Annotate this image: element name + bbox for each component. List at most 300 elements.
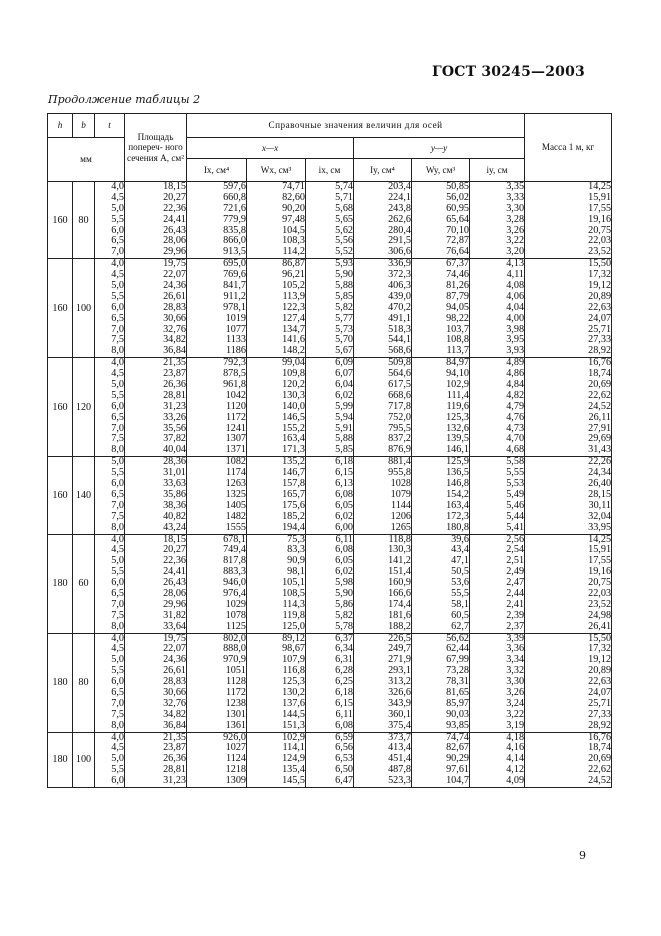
value-radius-x: 6,07 <box>335 368 353 380</box>
header-axis-y: y—y <box>354 138 525 159</box>
value-inertia-x: 1186 <box>226 345 246 357</box>
cell-radius-y <box>470 633 525 732</box>
value-radius-y: 5,46 <box>506 499 525 511</box>
value-inertia-x: 1077 <box>225 323 246 335</box>
value-area: 35,86 <box>163 488 186 500</box>
value-section-modulus-y: 39,6 <box>451 533 469 545</box>
value-thickness: 6,5 <box>111 488 124 500</box>
value-section-modulus-y: 98,22 <box>446 312 469 324</box>
value-section-modulus-y: 50,85 <box>446 181 469 192</box>
value-mass: 28,92 <box>588 345 612 357</box>
value-inertia-x: 695,0 <box>223 258 246 270</box>
value-area: 23,87 <box>163 368 186 380</box>
value-section-modulus-x: 185,2 <box>282 510 305 522</box>
header-units-mm: мм <box>48 138 125 182</box>
value-section-modulus-x: 119,8 <box>282 609 305 621</box>
value-mass: 20,75 <box>588 224 612 236</box>
value-inertia-x: 888,0 <box>223 643 246 655</box>
value-radius-y: 5,55 <box>506 467 525 479</box>
value-section-modulus-y: 60,95 <box>446 202 469 214</box>
value-area: 40,04 <box>163 444 186 456</box>
value-thickness: 4,5 <box>111 742 124 754</box>
cell-inertia-x <box>187 534 247 633</box>
value-area: 18,15 <box>163 181 186 192</box>
value-inertia-x: 926,0 <box>223 731 246 743</box>
value-section-modulus-y: 172,3 <box>446 510 469 522</box>
value-section-modulus-y: 72,87 <box>446 235 469 247</box>
cell-section-modulus-y <box>412 534 470 633</box>
cell-mass <box>525 534 612 633</box>
value-radius-x: 5,86 <box>335 598 353 610</box>
value-inertia-x: 1042 <box>225 389 246 401</box>
value-inertia-x: 911,2 <box>223 290 246 302</box>
value-section-modulus-y: 70,10 <box>446 224 469 236</box>
value-inertia-x: 961,8 <box>223 379 246 391</box>
value-radius-x: 5,90 <box>335 587 353 599</box>
value-area: 30,66 <box>163 312 186 324</box>
header-wx: Wx, см³ <box>247 159 306 182</box>
value-inertia-x: 1172 <box>226 411 246 423</box>
value-radius-y: 3,19 <box>506 719 525 731</box>
cell-radius-x <box>306 259 354 358</box>
value-inertia-y: 181,6 <box>388 609 411 621</box>
value-mass: 20,89 <box>588 665 612 677</box>
value-radius-y: 3,20 <box>506 246 525 258</box>
value-radius-y: 3,30 <box>506 676 525 688</box>
value-section-modulus-x: 155,2 <box>282 422 305 434</box>
value-area: 36,84 <box>163 719 186 731</box>
value-inertia-y: 306,6 <box>388 246 411 258</box>
value-area: 21,35 <box>163 357 186 369</box>
value-inertia-y: 509,8 <box>388 357 411 369</box>
value-thickness: 5,5 <box>111 213 124 225</box>
value-radius-x: 5,70 <box>335 334 353 346</box>
cell-area <box>125 534 187 633</box>
cell-mass <box>525 633 612 732</box>
value-radius-y: 4,06 <box>506 290 525 302</box>
cell-thickness <box>95 534 125 633</box>
value-radius-x: 5,94 <box>335 411 353 423</box>
value-inertia-x: 878,5 <box>223 368 246 380</box>
value-radius-x: 5,98 <box>335 577 353 589</box>
value-section-modulus-x: 127,4 <box>282 312 305 324</box>
value-radius-y: 3,39 <box>506 632 525 644</box>
value-thickness: 6,0 <box>111 775 124 787</box>
value-thickness: 5,5 <box>111 389 124 401</box>
cell-radius-x <box>306 358 354 457</box>
cell-inertia-x <box>187 182 247 259</box>
value-inertia-y: 568,6 <box>388 345 411 357</box>
value-section-modulus-y: 125,3 <box>446 411 469 423</box>
value-section-modulus-y: 136,5 <box>446 467 469 479</box>
value-section-modulus-y: 56,02 <box>446 191 469 203</box>
value-mass: 14,25 <box>588 533 612 545</box>
value-radius-y: 3,98 <box>506 323 525 335</box>
value-thickness: 7,0 <box>111 246 124 258</box>
value-mass: 26,40 <box>588 478 612 490</box>
cell-inertia-x <box>187 358 247 457</box>
cell-thickness <box>95 182 125 259</box>
value-inertia-x: 978,1 <box>223 301 246 313</box>
value-radius-y: 4,16 <box>506 742 525 754</box>
value-thickness: 5,0 <box>111 654 124 666</box>
table-row <box>48 182 612 259</box>
value-area: 34,82 <box>163 334 186 346</box>
value-section-modulus-y: 154,2 <box>446 488 469 500</box>
value-thickness: 5,5 <box>111 467 124 479</box>
cell-b: 140 <box>73 457 95 534</box>
value-inertia-x: 597,6 <box>223 181 246 192</box>
value-section-modulus-y: 125,9 <box>446 456 469 468</box>
value-radius-y: 3,95 <box>506 334 525 346</box>
cell-inertia-y <box>354 358 412 457</box>
value-mass: 17,32 <box>588 269 612 281</box>
value-mass: 22,26 <box>588 456 612 468</box>
value-section-modulus-y: 94,05 <box>446 301 469 313</box>
cell-inertia-x <box>187 457 247 534</box>
value-inertia-x: 976,4 <box>223 587 246 599</box>
value-thickness: 6,5 <box>111 686 124 698</box>
cell-section-modulus-y <box>412 182 470 259</box>
value-section-modulus-y: 132,6 <box>446 422 469 434</box>
cell-radius-y <box>470 457 525 534</box>
value-inertia-x: 1029 <box>225 598 246 610</box>
value-thickness: 4,5 <box>111 191 124 203</box>
value-mass: 26,11 <box>588 411 612 423</box>
value-inertia-y: 544,1 <box>388 334 411 346</box>
value-inertia-x: 779,9 <box>223 213 246 225</box>
value-mass: 16,76 <box>588 357 612 369</box>
value-mass: 15,91 <box>588 191 612 203</box>
value-inertia-y: 141,2 <box>388 555 411 567</box>
value-section-modulus-y: 87,79 <box>446 290 469 302</box>
value-radius-x: 6,28 <box>335 665 353 677</box>
value-section-modulus-x: 105,1 <box>282 577 305 589</box>
cell-area <box>125 182 187 259</box>
value-thickness: 4,0 <box>111 181 124 192</box>
value-radius-x: 5,56 <box>335 235 353 247</box>
value-radius-y: 2,37 <box>506 620 525 632</box>
value-thickness: 4,5 <box>111 643 124 655</box>
value-thickness: 6,0 <box>111 577 124 589</box>
value-mass: 22,62 <box>588 389 612 401</box>
value-mass: 25,71 <box>588 697 612 709</box>
value-mass: 27,33 <box>588 708 612 720</box>
value-inertia-y: 249,7 <box>388 643 411 655</box>
value-inertia-x: 1307 <box>225 433 246 445</box>
value-thickness: 6,0 <box>111 478 124 490</box>
value-radius-x: 6,18 <box>335 456 353 468</box>
value-area: 40,82 <box>163 510 186 522</box>
value-section-modulus-y: 163,4 <box>446 499 469 511</box>
value-area: 26,43 <box>163 577 186 589</box>
value-area: 32,76 <box>163 697 186 709</box>
cell-area <box>125 633 187 732</box>
value-area: 34,82 <box>163 708 186 720</box>
value-area: 43,24 <box>163 521 186 533</box>
value-thickness: 7,5 <box>111 334 124 346</box>
value-inertia-x: 1238 <box>225 697 246 709</box>
value-inertia-y: 262,6 <box>388 213 411 225</box>
value-radius-y: 2,49 <box>506 566 525 578</box>
value-section-modulus-x: 194,4 <box>282 521 305 533</box>
value-inertia-x: 792,3 <box>223 357 246 369</box>
value-radius-y: 4,84 <box>506 379 525 391</box>
cell-section-modulus-x <box>247 732 306 787</box>
value-radius-x: 6,05 <box>335 555 353 567</box>
value-section-modulus-x: 148,2 <box>282 345 305 357</box>
value-radius-y: 4,70 <box>506 433 525 445</box>
value-section-modulus-x: 135,4 <box>282 764 305 776</box>
value-inertia-x: 1019 <box>225 312 246 324</box>
value-radius-y: 4,11 <box>506 269 525 281</box>
value-section-modulus-x: 144,5 <box>282 708 305 720</box>
value-section-modulus-y: 56,62 <box>446 632 469 644</box>
value-inertia-y: 487,8 <box>388 764 411 776</box>
value-section-modulus-y: 139,5 <box>446 433 469 445</box>
value-radius-y: 4,12 <box>506 764 525 776</box>
value-thickness: 7,5 <box>111 609 124 621</box>
value-section-modulus-x: 157,8 <box>282 478 305 490</box>
value-section-modulus-x: 99,04 <box>282 357 305 369</box>
value-mass: 14,25 <box>588 181 612 192</box>
header-t: t <box>95 114 125 138</box>
value-radius-x: 5,68 <box>335 202 353 214</box>
value-inertia-y: 343,9 <box>388 697 411 709</box>
cell-radius-y <box>470 732 525 787</box>
cell-radius-x <box>306 457 354 534</box>
value-mass: 22,63 <box>588 676 612 688</box>
value-section-modulus-x: 89,12 <box>282 632 305 644</box>
value-section-modulus-x: 124,9 <box>282 753 305 765</box>
value-radius-x: 5,67 <box>335 345 353 357</box>
value-section-modulus-x: 135,2 <box>282 456 305 468</box>
value-section-modulus-y: 74,46 <box>446 269 469 281</box>
value-mass: 26,41 <box>588 620 612 632</box>
value-section-modulus-y: 50,5 <box>451 566 469 578</box>
value-inertia-x: 678,1 <box>223 533 246 545</box>
value-inertia-y: 203,4 <box>388 181 411 192</box>
value-mass: 16,76 <box>588 731 612 743</box>
header-h: h <box>48 114 73 138</box>
value-section-modulus-x: 105,2 <box>282 280 305 292</box>
value-inertia-x: 841,7 <box>223 280 246 292</box>
value-inertia-x: 749,4 <box>223 544 246 556</box>
value-thickness: 7,5 <box>111 708 124 720</box>
value-radius-y: 2,44 <box>506 587 525 599</box>
value-thickness: 8,0 <box>111 719 124 731</box>
cell-b: 120 <box>73 358 95 457</box>
value-inertia-y: 1028 <box>390 478 411 490</box>
value-mass: 20,69 <box>588 753 612 765</box>
value-inertia-x: 1361 <box>225 719 246 731</box>
value-inertia-y: 291,5 <box>388 235 411 247</box>
value-section-modulus-x: 130,3 <box>282 389 305 401</box>
value-mass: 24,34 <box>588 467 612 479</box>
profile-table <box>47 113 612 788</box>
cell-thickness <box>95 633 125 732</box>
header-iy-moment: Iy, см⁴ <box>354 159 412 182</box>
value-radius-y: 4,73 <box>506 422 525 434</box>
value-inertia-y: 372,3 <box>388 269 411 281</box>
value-area: 28,06 <box>163 235 186 247</box>
value-inertia-y: 336,9 <box>388 258 411 270</box>
value-inertia-y: 406,3 <box>388 280 411 292</box>
value-radius-x: 5,82 <box>335 301 353 313</box>
value-mass: 22,63 <box>588 301 612 313</box>
value-thickness: 5,0 <box>111 202 124 214</box>
value-mass: 29,69 <box>588 433 612 445</box>
value-area: 22,36 <box>163 555 186 567</box>
value-area: 22,36 <box>163 202 186 214</box>
cell-thickness <box>95 358 125 457</box>
cell-section-modulus-y <box>412 259 470 358</box>
value-radius-y: 3,22 <box>506 708 525 720</box>
value-inertia-x: 1218 <box>225 764 246 776</box>
value-section-modulus-x: 145,5 <box>282 775 305 787</box>
value-section-modulus-x: 175,6 <box>282 499 305 511</box>
value-radius-y: 3,28 <box>506 213 525 225</box>
value-inertia-x: 1241 <box>225 422 246 434</box>
header-iy-radius: iy, см <box>470 159 525 182</box>
value-section-modulus-y: 67,99 <box>446 654 469 666</box>
cell-radius-y <box>470 259 525 358</box>
value-section-modulus-x: 141,6 <box>282 334 305 346</box>
cell-inertia-y <box>354 633 412 732</box>
value-radius-x: 6,37 <box>335 632 353 644</box>
value-mass: 15,50 <box>588 632 612 644</box>
value-radius-y: 4,09 <box>506 775 525 787</box>
value-section-modulus-x: 163,4 <box>282 433 305 445</box>
cell-radius-x <box>306 732 354 787</box>
cell-h: 160 <box>48 457 73 534</box>
value-inertia-y: 413,4 <box>388 742 411 754</box>
cell-h: 160 <box>48 358 73 457</box>
value-radius-x: 6,18 <box>335 686 353 698</box>
header-ix-radius: ix, см <box>306 159 354 182</box>
value-radius-y: 4,76 <box>506 411 525 423</box>
value-radius-y: 2,39 <box>506 609 525 621</box>
value-thickness: 6,0 <box>111 224 124 236</box>
header-b: b <box>73 114 95 138</box>
value-inertia-x: 1301 <box>225 708 246 720</box>
value-mass: 17,55 <box>588 202 612 214</box>
value-section-modulus-y: 113,7 <box>446 345 469 357</box>
value-section-modulus-x: 96,21 <box>282 269 305 281</box>
value-section-modulus-x: 82,60 <box>282 191 305 203</box>
value-radius-x: 6,34 <box>335 643 353 655</box>
cell-inertia-y <box>354 732 412 787</box>
value-radius-y: 5,44 <box>506 510 525 522</box>
value-radius-y: 2,41 <box>506 598 525 610</box>
cell-b: 80 <box>73 182 95 259</box>
value-section-modulus-x: 108,5 <box>282 587 305 599</box>
value-mass: 22,62 <box>588 764 612 776</box>
value-area: 29,96 <box>163 598 186 610</box>
value-radius-y: 4,04 <box>506 301 525 313</box>
value-section-modulus-x: 108,3 <box>282 235 305 247</box>
value-radius-x: 5,90 <box>335 269 353 281</box>
cell-radius-y <box>470 358 525 457</box>
value-area: 29,96 <box>163 246 186 258</box>
page-number: 9 <box>579 849 586 862</box>
value-section-modulus-x: 113,9 <box>282 290 305 302</box>
value-radius-x: 5,99 <box>335 400 353 412</box>
cell-section-modulus-y <box>412 732 470 787</box>
value-section-modulus-y: 60,5 <box>451 609 469 621</box>
value-thickness: 7,0 <box>111 697 124 709</box>
value-inertia-x: 1325 <box>225 488 246 500</box>
value-thickness: 6,5 <box>111 411 124 423</box>
value-radius-x: 6,08 <box>335 544 353 556</box>
value-thickness: 4,5 <box>111 544 124 556</box>
header-axis-x: x—x <box>187 138 354 159</box>
value-inertia-x: 1125 <box>226 620 246 632</box>
value-inertia-y: 243,8 <box>388 202 411 214</box>
value-section-modulus-x: 165,7 <box>282 488 305 500</box>
value-radius-y: 4,79 <box>506 400 525 412</box>
value-radius-x: 6,15 <box>335 467 353 479</box>
value-radius-x: 6,13 <box>335 478 353 490</box>
value-mass: 33,95 <box>588 521 612 533</box>
value-area: 23,87 <box>163 742 186 754</box>
value-thickness: 8,0 <box>111 620 124 632</box>
value-radius-x: 6,15 <box>335 697 353 709</box>
value-thickness: 5,0 <box>111 555 124 567</box>
value-mass: 18,74 <box>588 742 612 754</box>
value-thickness: 5,0 <box>111 379 124 391</box>
value-inertia-y: 837,2 <box>388 433 411 445</box>
value-section-modulus-x: 146,5 <box>282 411 305 423</box>
value-inertia-y: 224,1 <box>388 191 411 203</box>
value-radius-y: 4,86 <box>506 368 525 380</box>
value-inertia-x: 1555 <box>225 521 246 533</box>
value-thickness: 8,0 <box>111 345 124 357</box>
value-radius-y: 3,32 <box>506 665 525 677</box>
value-mass: 18,74 <box>588 368 612 380</box>
value-radius-x: 5,71 <box>335 191 353 203</box>
value-radius-y: 4,68 <box>506 444 525 456</box>
value-radius-y: 4,18 <box>506 731 525 743</box>
value-inertia-x: 1051 <box>225 665 246 677</box>
value-inertia-y: 1144 <box>391 499 411 511</box>
value-inertia-x: 1309 <box>225 775 246 787</box>
value-inertia-y: 373,7 <box>388 731 411 743</box>
value-radius-x: 6,31 <box>335 654 353 666</box>
value-radius-x: 5,62 <box>335 224 353 236</box>
cell-b: 80 <box>73 633 95 732</box>
value-area: 28,81 <box>163 389 186 401</box>
cell-section-modulus-y <box>412 633 470 732</box>
table-row <box>48 457 612 534</box>
value-section-modulus-y: 84,97 <box>446 357 469 369</box>
value-inertia-x: 1172 <box>226 686 246 698</box>
value-section-modulus-x: 130,2 <box>282 686 305 698</box>
value-inertia-y: 151,4 <box>388 566 411 578</box>
value-section-modulus-y: 82,67 <box>446 742 469 754</box>
value-inertia-x: 1120 <box>226 400 246 412</box>
value-area: 33,26 <box>163 411 186 423</box>
cell-inertia-y <box>354 182 412 259</box>
value-area: 20,27 <box>163 544 186 556</box>
value-inertia-y: 752,0 <box>388 411 411 423</box>
cell-thickness <box>95 457 125 534</box>
value-inertia-y: 360,1 <box>388 708 411 720</box>
value-radius-y: 5,58 <box>506 456 525 468</box>
value-section-modulus-y: 102,9 <box>446 379 469 391</box>
value-inertia-x: 660,8 <box>223 191 246 203</box>
value-thickness: 4,5 <box>111 269 124 281</box>
